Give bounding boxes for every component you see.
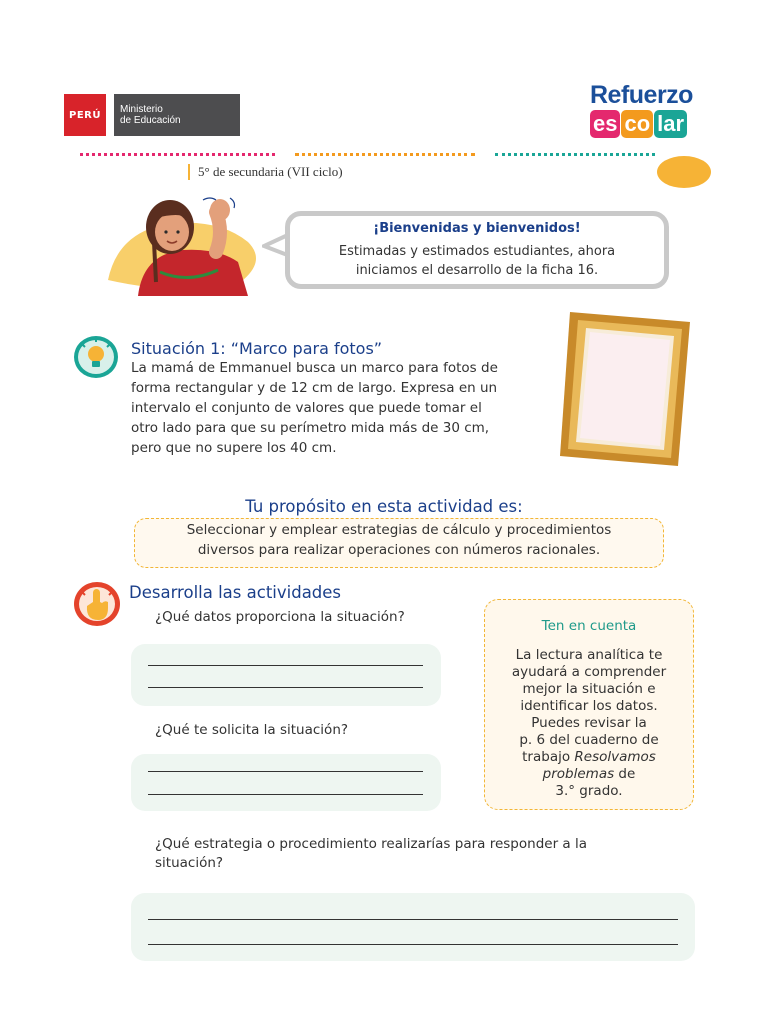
lightbulb-icon: [72, 335, 120, 379]
tip-body: La lectura analítica te ayudará a comprender mejor la situación e identificar los datos. Puedes revisar la p. 6 del cuaderno de trabajo Resolvamos problemas de 3.° grado.: [511, 647, 667, 799]
divider-teal: [495, 153, 655, 160]
question-3: ¿Qué estrategia o procedimiento realizarías para responder a la situación?: [155, 836, 587, 871]
peru-label: PERÚ: [64, 94, 106, 136]
question-1: ¿Qué datos proporciona la situación?: [155, 609, 405, 625]
answer-box-3[interactable]: [131, 893, 695, 961]
hand-pointer-icon: [72, 580, 122, 628]
purpose-title: Tu propósito en esta actividad es:: [245, 497, 523, 516]
girl-illustration: [98, 192, 288, 296]
refuerzo-escolar-logo: Refuerzo es co lar: [590, 81, 693, 136]
welcome-bubble: [285, 211, 669, 289]
decorative-blob: [657, 156, 711, 188]
ministry-logo: [64, 94, 240, 136]
logo-part-1: es: [590, 110, 620, 138]
answer-box-1[interactable]: [131, 644, 441, 706]
activities-title: Desarrolla las actividades: [129, 583, 342, 602]
purpose-box: Seleccionar y emplear estrategias de cálculo y procedimientos diversos para realizar operaciones con números racionales.: [134, 518, 664, 568]
tip-title: Ten en cuenta: [541, 618, 637, 634]
logo-part-3: lar: [654, 110, 687, 138]
question-2: ¿Qué te solicita la situación?: [155, 722, 349, 738]
tip-box: [484, 599, 694, 810]
welcome-body: Estimadas y estimados estudiantes, ahora iniciamos el desarrollo de la ficha 16.: [338, 244, 616, 278]
situation-body: La mamá de Emmanuel busca un marco para fotos de forma rectangular y de 12 cm de largo. Expresa en un intervalo el conjunto de valores que puede tomar el otro lado para que su perímetro mida más de 30 cm, pero que no supere los 40 cm.: [131, 360, 498, 456]
answer-box-2[interactable]: [131, 754, 441, 811]
situation-title: Situación 1: “Marco para fotos”: [131, 339, 383, 358]
grade-label: 5° de secundaria (VII ciclo): [188, 164, 343, 180]
logo-part-2: co: [621, 110, 653, 138]
ministry-name: Ministerio de Educación: [120, 104, 181, 126]
divider-orange: [295, 153, 475, 160]
divider-pink: [80, 153, 275, 160]
welcome-title: ¡Bienvenidas y bienvenidos!: [373, 221, 581, 236]
photo-frame-illustration: [560, 308, 692, 468]
